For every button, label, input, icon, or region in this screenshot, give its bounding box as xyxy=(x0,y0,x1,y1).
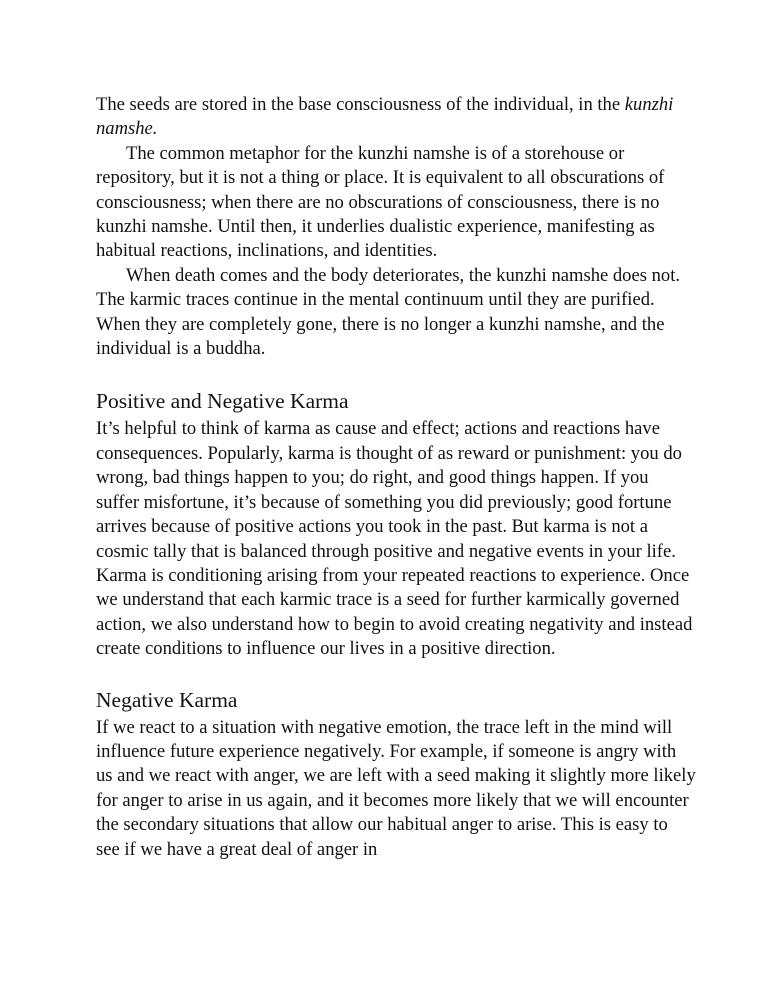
document-page xyxy=(96,93,696,862)
paragraph-death: When death comes and the body deteriorates, the kunzhi namshe does not. The karmic traces continue in the mental continuum until they are purified. When they are completely gone, there is no longer a kunzhi namshe, and the individual is a buddha. xyxy=(96,264,681,360)
intro-text: The seeds are stored in the base consciousness of the individual, in the xyxy=(96,94,625,115)
paragraph-negative-karma: If we react to a situation with negative emotion, the trace left in the mind will influence future experience negatively. For example, if someone is angry with us and we react with anger, we are left with a seed making it slightly more likely for anger to arise in us again, and it becomes more likely that we will encounter the secondary situations that allow our habitual anger to arise. This is easy to see if we have a great deal of anger in xyxy=(96,716,696,860)
heading-negative-karma: Negative Karma xyxy=(96,687,238,712)
paragraph-storehouse: The common metaphor for the kunzhi namshe is of a storehouse or repository, but it is not a thing or place. It is equivalent to all obscurations of consciousness; when there are no obscurations of consciousness, there is no kunzhi namshe. Until then, it underlies dualistic experience, manifesting as habitual reactions, inclinations, and identities. xyxy=(96,142,665,262)
heading-positive-negative-karma: Positive and Negative Karma xyxy=(96,389,349,414)
paragraph-positive-negative-karma: It’s helpful to think of karma as cause and effect; actions and reactions have consequences. Popularly, karma is thought of as reward or punishment: you do wrong, bad things happen to you; do right, and good things happen. If you suffer misfortune, it’s because of something you did previously; good fortune arrives because of positive actions you took in the past. But karma is not a cosmic tally that is balanced through positive and negative events in your life. Karma is conditioning arising from your repeated reactions to experience. Once we understand that each karmic trace is a seed for further karmically governed action, we also understand how to begin to avoid creating negativity and instead create conditions to influence our lives in a positive direction. xyxy=(96,418,693,660)
intro-paragraph xyxy=(96,93,696,142)
intro-term: kunzhi namshe. xyxy=(96,94,674,140)
